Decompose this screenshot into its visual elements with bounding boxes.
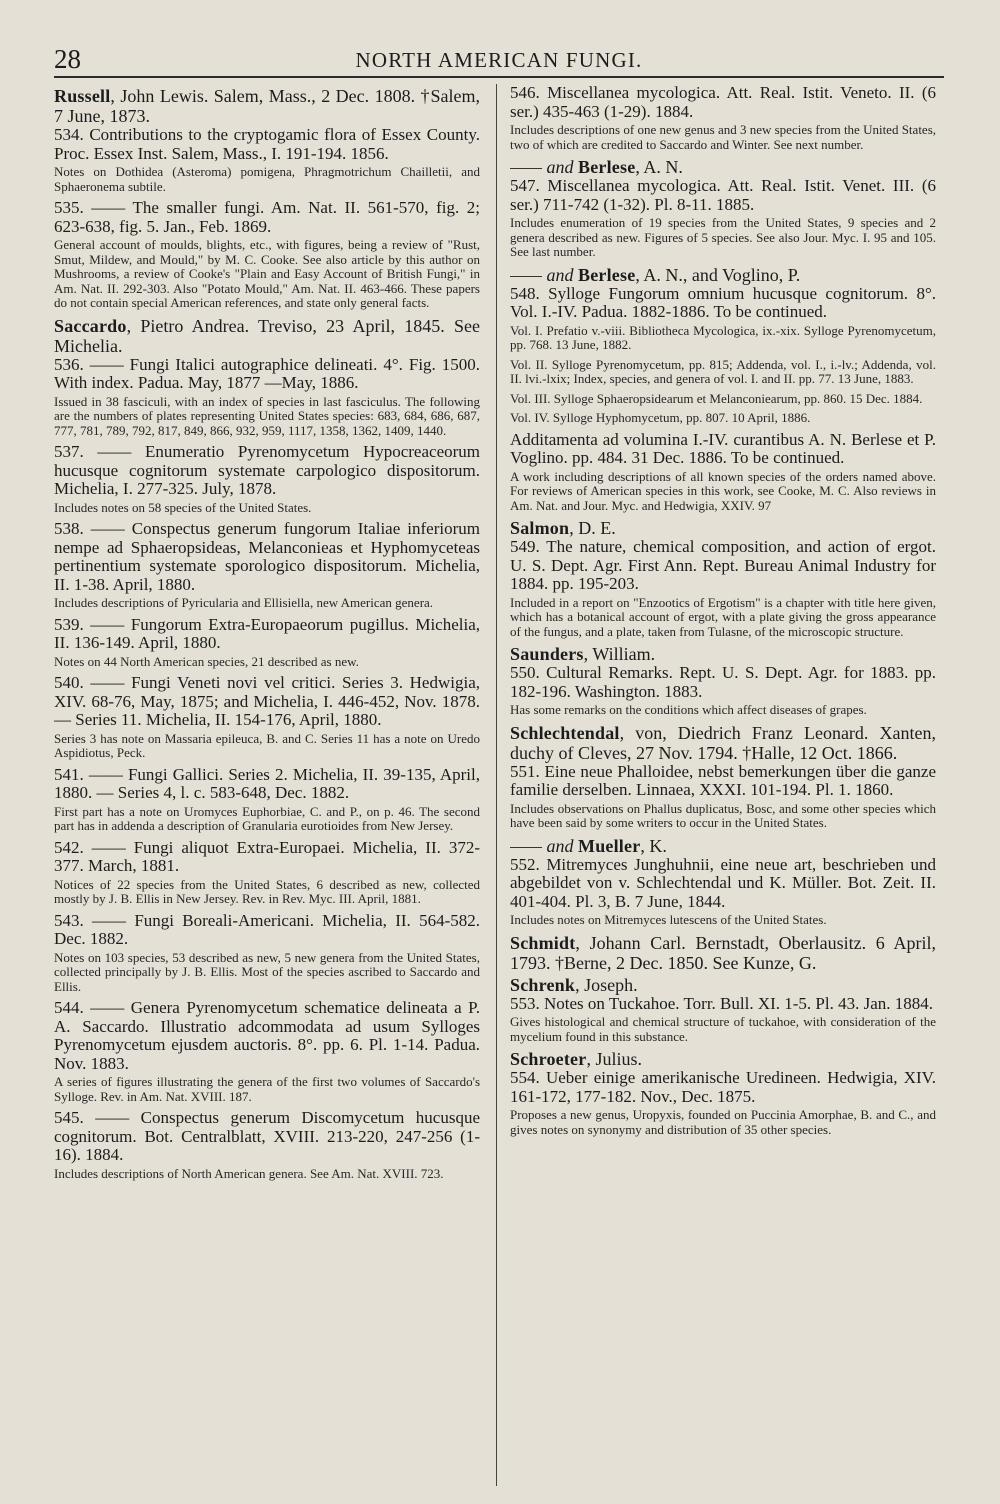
author-heading: Saccardo, Pietro Andrea. Treviso, 23 April, 1845. See Michelia. bbox=[54, 315, 480, 356]
bibliography-entry: 547. Miscellanea mycologica. Att. Real. Istit. Venet. III. (6 ser.) 711-742 (1-32). Pl. 8-11. 1885. bbox=[510, 176, 936, 214]
entry-note: Includes observations on Phallus duplicatus, Bosc, and some other species which have been said by some writers to occur in the United States. bbox=[510, 800, 936, 830]
entry-note: Includes notes on 58 species of the United States. bbox=[54, 499, 312, 515]
bibliography-entry: 536. —— Fungi Italici autographice delineati. 4°. Fig. 1500. With index. Padua. May, 1877 —May, 1886. bbox=[54, 354, 480, 392]
author-heading: —— and Berlese, A. N. bbox=[510, 157, 683, 177]
page-number: 28 bbox=[54, 44, 81, 74]
volume-note: Vol. III. Sylloge Sphaeropsidearum et Melanconiearum, pp. 860. 15 Dec. 1884. bbox=[510, 390, 923, 406]
author-heading: Schlechtendal, von, Diedrich Franz Leonard. Xanten, duchy of Cleves, 27 Nov. 1794. †Halle, 12 Oct. 1866. bbox=[510, 722, 936, 763]
entry-note: Includes descriptions of Pyricularia and Ellisiella, new American genera. bbox=[54, 595, 434, 610]
author-heading: Schmidt, Johann Carl. Bernstadt, Oberlausitz. 6 April, 1793. †Berne, 2 Dec. 1850. See Kunze, G. bbox=[510, 932, 936, 973]
column-divider bbox=[496, 84, 497, 1486]
bibliography-entry: 544. —— Genera Pyrenomycetum schematice delineata a P. A. Saccardo. Illustratio adcommodata ad usum Sylloges Pyrenomycetum ejusdem auctoris. 8°. pp. 6. Pl. 1-14. Padua. Nov. 1883. bbox=[54, 998, 480, 1073]
bibliography-entry: 546. Miscellanea mycologica. Att. Real. Istit. Veneto. II. (6 ser.) 435-463 (1-29). 1884. bbox=[510, 84, 936, 121]
bibliography-entry: 554. Ueber einige amerikanische Uredineen. Hedwigia, XIV. 161-172, 177-182. Nov., Dec. 1875. bbox=[510, 1068, 936, 1106]
author-heading: Saunders, William. bbox=[510, 644, 656, 664]
page-header bbox=[54, 44, 944, 78]
bibliography-entry: 538. —— Conspectus generum fungorum Italiae inferiorum nempe ad Sphaeropsideas, Melanconieas et Hyphomyceteas pertinentium systemate sporologico dispositorum. Michelia, II. 1-38. April, 1880. bbox=[54, 519, 480, 594]
author-heading: Salmon, D. E. bbox=[510, 518, 616, 538]
author-heading: Schroeter, Julius. bbox=[510, 1049, 642, 1069]
header-rule bbox=[54, 76, 944, 78]
bibliography-entry: 545. —— Conspectus generum Discomycetum hucusque cognitorum. Bot. Centralblatt, XVIII. 213-220, 247-256 (1-16). 1884. bbox=[54, 1108, 480, 1164]
bibliography-entry: 549. The nature, chemical composition, and action of ergot. U. S. Dept. Agr. First Ann. Rept. Bureau Animal Industry for 1884. pp. 195-203. bbox=[510, 537, 936, 593]
bibliography-entry: 548. Sylloge Fungorum omnium hucusque cognitorum. 8°. Vol. I.-IV. Padua. 1882-1886. To be continued. bbox=[510, 283, 936, 321]
volume-note: Vol. II. Sylloge Pyrenomycetum, pp. 815; Addenda, vol. I., i.-lv.; Addenda, vol. II. lvi.-lxix; Index, species, and genera of vol. I. and II. pp. 77. 13 June, 1883. bbox=[510, 356, 936, 386]
bibliography-entry: 537. —— Enumeratio Pyrenomycetum Hypocreaceorum hucusque cognitorum systemate carpologico dispositorum. Michelia, I. 277-325. July, 1878. bbox=[54, 442, 480, 498]
entry-note: Has some remarks on the conditions which affect diseases of grapes. bbox=[510, 702, 867, 717]
left-column bbox=[54, 84, 480, 1494]
bibliography-entry: 534. Contributions to the cryptogamic flora of Essex County. Proc. Essex Inst. Salem, Mass., I. 191-194. 1856. bbox=[54, 125, 480, 163]
bibliography-entry: 551. Eine neue Phalloidee, nebst bemerkungen über die ganze familie derselben. Linnaea, XXXI. 101-194. Pl. 1. 1860. bbox=[510, 761, 936, 799]
entry-note: Notes on 44 North American species, 21 described as new. bbox=[54, 653, 359, 669]
bibliography-entry: 535. —— The smaller fungi. Am. Nat. II. 561-570, fig. 2; 623-638, fig. 5. Jan., Feb. 1869. bbox=[54, 198, 480, 236]
author-heading: —— and Berlese, A. N., and Voglino, P. bbox=[510, 264, 801, 285]
entry-note: A series of figures illustrating the genera of the first two volumes of Saccardo's Sylloge. Rev. in Am. Nat. XVIII. 187. bbox=[54, 1074, 480, 1104]
entry-note: A work including descriptions of all known species of the orders named above. For reviews of American species in this work, see Cooke, M. C. Also reviews in Am. Nat. and Jour. Myc. and Hedwigia, XXIV. 97 bbox=[510, 468, 936, 513]
entry-note: Issued in 38 fasciculi, with an index of species in last fasciculus. The following are the numbers of plates representing United States species: 683, 684, 686, 687, 777, 781, 789, 792, 817, 849, 866, 932, 959, 1117, 1358, 1362, 1409, 1440. bbox=[54, 393, 480, 438]
entry-note: Notices of 22 species from the United States, 6 described as new, collected mostly by J. B. Ellis in New Jersey. Rev. in Rev. Myc. III. April, 1881. bbox=[54, 876, 480, 906]
bibliography-entry: Additamenta ad volumina I.-IV. curantibus A. N. Berlese et P. Voglino. pp. 484. 31 Dec. 1886. To be continued. bbox=[510, 429, 936, 467]
author-heading: Russell, John Lewis. Salem, Mass., 2 Dec. 1808. †Salem, 7 June, 1873. bbox=[54, 86, 480, 126]
bibliography-entry: 552. Mitremyces Junghuhnii, eine neue art, beschrieben und abgebildet von v. Schlechtendal und K. Müller. Bot. Zeit. II. 401-404. Pl. 3, B. 7 June, 1844. bbox=[510, 854, 936, 911]
entry-note: Gives histological and chemical structure of tuckahoe, with consideration of the mycelium found in this substance. bbox=[510, 1014, 936, 1044]
entry-note: Series 3 has note on Massaria epileuca, B. and C. Series 11 has a note on Uredo Aspidiotus, Peck. bbox=[54, 730, 480, 760]
entry-note: Includes descriptions of one new genus and 3 new species from the United States, two of which are credited to Saccardo and Winter. See next number. bbox=[510, 122, 936, 152]
entry-note: Notes on Dothidea (Asteroma) pomigena, Phragmotrichum Chailletii, and Sphaeronema subtile. bbox=[54, 164, 480, 194]
entry-note: First part has a note on Uromyces Euphorbiae, C. and P., on p. 46. The second part has in addenda a description of Granularia eurotioides from New Jersey. bbox=[54, 803, 480, 833]
entry-note: Includes enumeration of 19 species from the United States, 9 species and 2 genera described as new. Figures of 5 species. See also Jour. Myc. I. 95 and 105. See last number. bbox=[510, 215, 936, 259]
entry-note: General account of moulds, blights, etc., with figures, being a review of "Rust, Smut, Mildew, and Mould," by M. C. Cooke. See also article by this author on Mushrooms, a review of Cooke's "Plain and Easy Account of British Fungi," in Am. Nat. II. 292-303. Also "Potato Mould," Am. Nat. II. 463-466. These papers do not contain special American references, and state only general facts. bbox=[54, 237, 480, 310]
running-head: NORTH AMERICAN FUNGI. bbox=[355, 48, 643, 72]
bibliography-entry: 553. Notes on Tuckahoe. Torr. Bull. XI. 1-5. Pl. 43. Jan. 1884. bbox=[510, 993, 934, 1013]
author-heading: Schrenk, Joseph. bbox=[510, 974, 638, 995]
bibliography-entry: 539. —— Fungorum Extra-Europaeorum pugillus. Michelia, II. 136-149. April, 1880. bbox=[54, 614, 480, 652]
volume-note: Vol. IV. Sylloge Hyphomycetum, pp. 807. 10 April, 1886. bbox=[510, 410, 811, 425]
bibliography-entry: 550. Cultural Remarks. Rept. U. S. Dept. Agr. for 1883. pp. 182-196. Washington. 1883. bbox=[510, 663, 936, 701]
volume-note: Vol. I. Prefatio v.-viii. Bibliotheca Mycologica, ix.-xix. Sylloge Pyrenomycetum, pp. 768. 13 June, 1882. bbox=[510, 322, 936, 352]
entry-note: Includes descriptions of North American genera. See Am. Nat. XVIII. 723. bbox=[54, 1165, 444, 1181]
entry-note: Proposes a new genus, Uropyxis, founded on Puccinia Amorphae, B. and C., and gives notes on synonymy and distribution of 35 other species. bbox=[510, 1107, 936, 1137]
author-heading: —— and Mueller, K. bbox=[510, 835, 667, 856]
bibliography-entry: 543. —— Fungi Boreali-Americani. Michelia, II. 564-582. Dec. 1882. bbox=[54, 910, 480, 948]
entry-note: Notes on 103 species, 53 described as new, 5 new genera from the United States, collected principally by J. B. Ellis. Most of the species ascribed to Saccardo and Ellis. bbox=[54, 949, 480, 994]
right-column bbox=[510, 84, 936, 1494]
entry-note: Included in a report on "Enzootics of Ergotism" is a chapter with title here given, which has a botanical account of ergot, with a plate giving the gross appearance of the fungus, and a plate, taken from Tulasne, of the microscopic structure. bbox=[510, 594, 936, 639]
bibliography-entry: 540. —— Fungi Veneti novi vel critici. Series 3. Hedwigia, XIV. 68-76, May, 1875; and Michelia, I. 446-452, Nov. 1878. — Series 11. Michelia, II. 154-176, April, 1880. bbox=[54, 673, 480, 729]
bibliography-entry: 542. —— Fungi aliquot Extra-Europaei. Michelia, II. 372-377. March, 1881. bbox=[54, 837, 480, 875]
entry-note: Includes notes on Mitremyces lutescens of the United States. bbox=[510, 912, 827, 927]
bibliography-entry: 541. —— Fungi Gallici. Series 2. Michelia, II. 39-135, April, 1880. — Series 4, l. c. 583-648, Dec. 1882. bbox=[54, 764, 480, 802]
